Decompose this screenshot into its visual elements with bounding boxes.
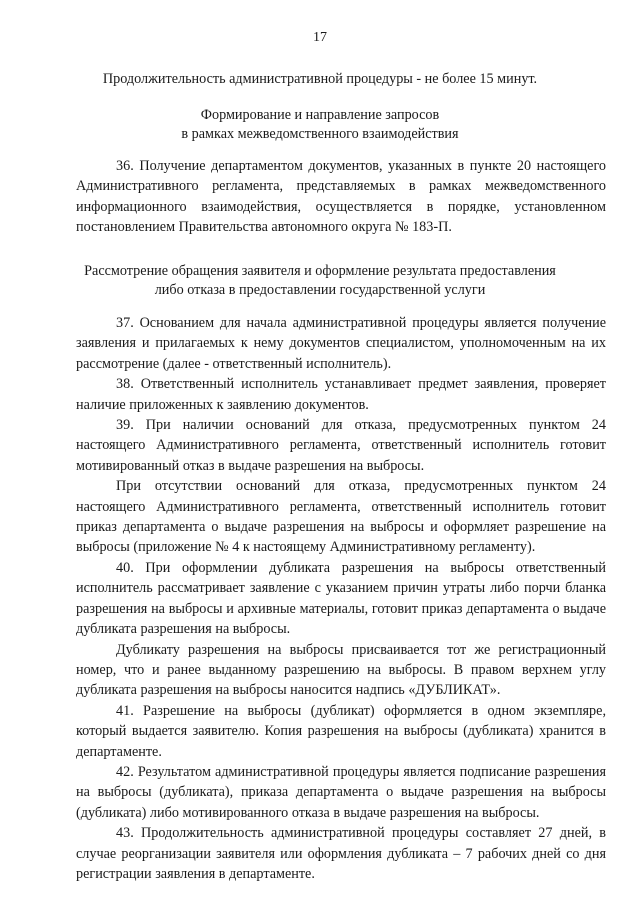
heading-line: Формирование и направление запросов [200, 107, 440, 123]
paragraph-42: 42. Результатом административной процедуры является подписание разрешения на выбросы (дубликата), приказа департамента о выдаче разрешения на выбросы (дубликата) либо мотивированного отказа в выдаче разрешения на выбросы. [76, 763, 606, 821]
paragraph-39: 39. При наличии оснований для отказа, предусмотренных пунктом 24 настоящего Административного регламента, ответственный исполнитель готовит мотивированный отказ в выдаче разрешения на выбросы. [76, 417, 606, 474]
paragraph-37: 37. Основанием для начала административной процедуры является получение заявления и прилагаемых к нему документов специалистом, уполномоченным на их рассмотрение (далее - ответственный исполнитель). [76, 315, 606, 372]
section-heading-requests [60, 106, 580, 144]
heading-line: в рамках межведомственного взаимодействия [181, 126, 459, 142]
paragraphs-body [76, 313, 606, 884]
paragraph-38: 38. Ответственный исполнитель устанавливает предмет заявления, проверяет наличие приложенных к заявлению документов. [76, 376, 606, 413]
heading-line: Рассмотрение обращения заявителя и оформление результата предоставления [84, 263, 556, 279]
paragraph-40-continued: Дубликату разрешения на выбросы присваивается тот же регистрационный номер, что и ранее выданному разрешению на выбросы. В правом верхнем углу дубликата разрешения на выбросы наносится надпись «ДУБЛИКАТ». [76, 641, 606, 699]
paragraph-39-continued: При отсутствии оснований для отказа, предусмотренных пунктом 24 настоящего Административного регламента, ответственный исполнитель готовит приказ департамента о выдаче разрешения на выбросы и оформляет разрешение на выбросы (приложение № 4 к настоящему Административному регламенту). [76, 478, 606, 556]
heading-line: либо отказа в предоставлении государственной услуги [154, 282, 486, 298]
paragraph-text: 36. Получение департаментом документов, указанных в пункте 20 настоящего Административного регламента, представляемых в рамках межведомственного информационного взаимодействия, осуществляется в порядке, установленном постановлением Правительства автономного округа № 183-П. [76, 158, 606, 236]
paragraph-43: 43. Продолжительность административной процедуры составляет 27 дней, в случае реорганизации заявителя или оформления дубликата – 7 рабочих дней со дня регистрации заявления в департаменте. [76, 825, 606, 882]
paragraph-36 [76, 156, 606, 238]
duration-line: Продолжительность административной процедуры - не более 15 минут. [102, 71, 538, 87]
paragraph-41: 41. Разрешение на выбросы (дубликат) оформляется в одном экземпляре, который выдается заявителю. Копия разрешения на выбросы (дубликата) хранится в департаменте. [76, 702, 606, 760]
paragraph-40: 40. При оформлении дубликата разрешения на выбросы ответственный исполнитель рассматривает заявление с указанием причин утраты либо порчи бланка разрешения на выбросы и архивные материалы, готовит приказ департамента о выдаче дубликата разрешения на выбросы. [76, 559, 606, 638]
section-heading-review [60, 262, 580, 300]
page-number: 17 [313, 30, 327, 45]
